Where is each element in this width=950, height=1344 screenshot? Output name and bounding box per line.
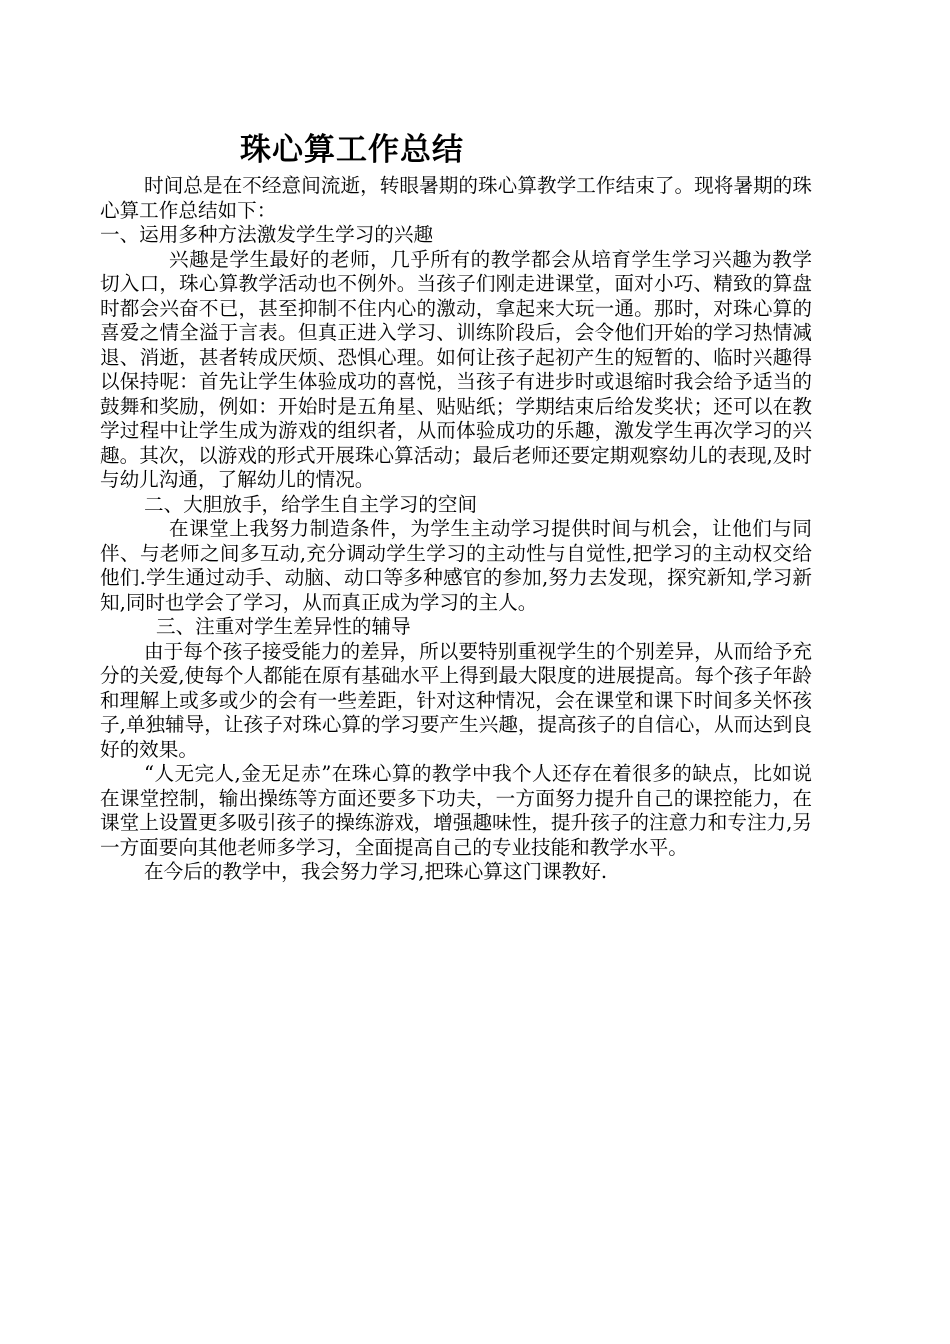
section-3-paragraph: 由于每个孩子接受能力的差异，所以要特别重视学生的个别差异，从而给予充分的关爱,使每个人都能在原有基础水平上得到最大限度的进展提高。每个孩子年龄和理解上或多或少的会有一些差距，针对这种情况，会在课堂和课下时间多关怀孩子,单独辅导，让孩子对珠心算的学习要产生兴趣，提高孩子的自信心，从而达到良好的效果。	[100, 639, 812, 761]
section-heading-1: 一、运用多种方法激发学生学习的兴趣	[100, 223, 434, 246]
document-title: 珠心算工作总结	[240, 132, 464, 168]
section-1-paragraph: 兴趣是学生最好的老师，几乎所有的教学都会从培育学生学习兴趣为教学切入口，珠心算教学活动也不例外。当孩子们刚走进课堂，面对小巧、精致的算盘时都会兴奋不已，甚至抑制不住内心的激动，拿起来大玩一通。那时，对珠心算的喜爱之情全溢于言表。但真正进入学习、训练阶段后，会令他们开始的学习热情减退、消逝，甚者转成厌烦、恐惧心理。如何让孩子起初产生的短暂的、临时兴趣得以保持呢：首先让学生体验成功的喜悦，当孩子有进步时或退缩时我会给予适当的鼓舞和奖励，例如：开始时是五角星、贴贴纸；学期结束后给发奖状；还可以在教学过程中让学生成为游戏的组织者，从而体验成功的乐趣，激发学生再次学习的兴趣。其次，以游戏的形式开展珠心算活动；最后老师还要定期观察幼儿的表现,及时与幼儿沟通，了解幼儿的情况。	[100, 247, 812, 491]
intro-paragraph: 时间总是在不经意间流逝，转眼暑期的珠心算教学工作结束了。现将暑期的珠心算工作总结如下：	[100, 174, 812, 222]
section-heading-2: 二、大胆放手，给学生自主学习的空间	[144, 492, 478, 516]
document-body	[100, 174, 812, 885]
closing-paragraph: 在今后的教学中，我会努力学习,把珠心算这门课教好.	[144, 860, 608, 883]
reflection-paragraph: “人无完人,金无足赤”在珠心算的教学中我个人还存在着很多的缺点，比如说在课堂控制，输出操练等方面还要多下功夫，一方面努力提升自己的课控能力，在课堂上设置更多吸引孩子的操练游戏，增强趣味性，提升孩子的注意力和专注力,另一方面要向其他老师多学习，全面提高自己的专业技能和教学水平。	[100, 762, 812, 859]
section-2-paragraph: 在课堂上我努力制造条件，为学生主动学习提供时间与机会，让他们与同伴、与老师之间多互动,充分调动学生学习的主动性与自觉性,把学习的主动权交给他们.学生通过动手、动脑、动口等多种感官的参加,努力去发现，探究新知,学习新知,同时也学会了学习，从而真正成为学习的主人。	[100, 517, 812, 614]
section-heading-3: 三、注重对学生差异性的辅导	[156, 615, 411, 638]
